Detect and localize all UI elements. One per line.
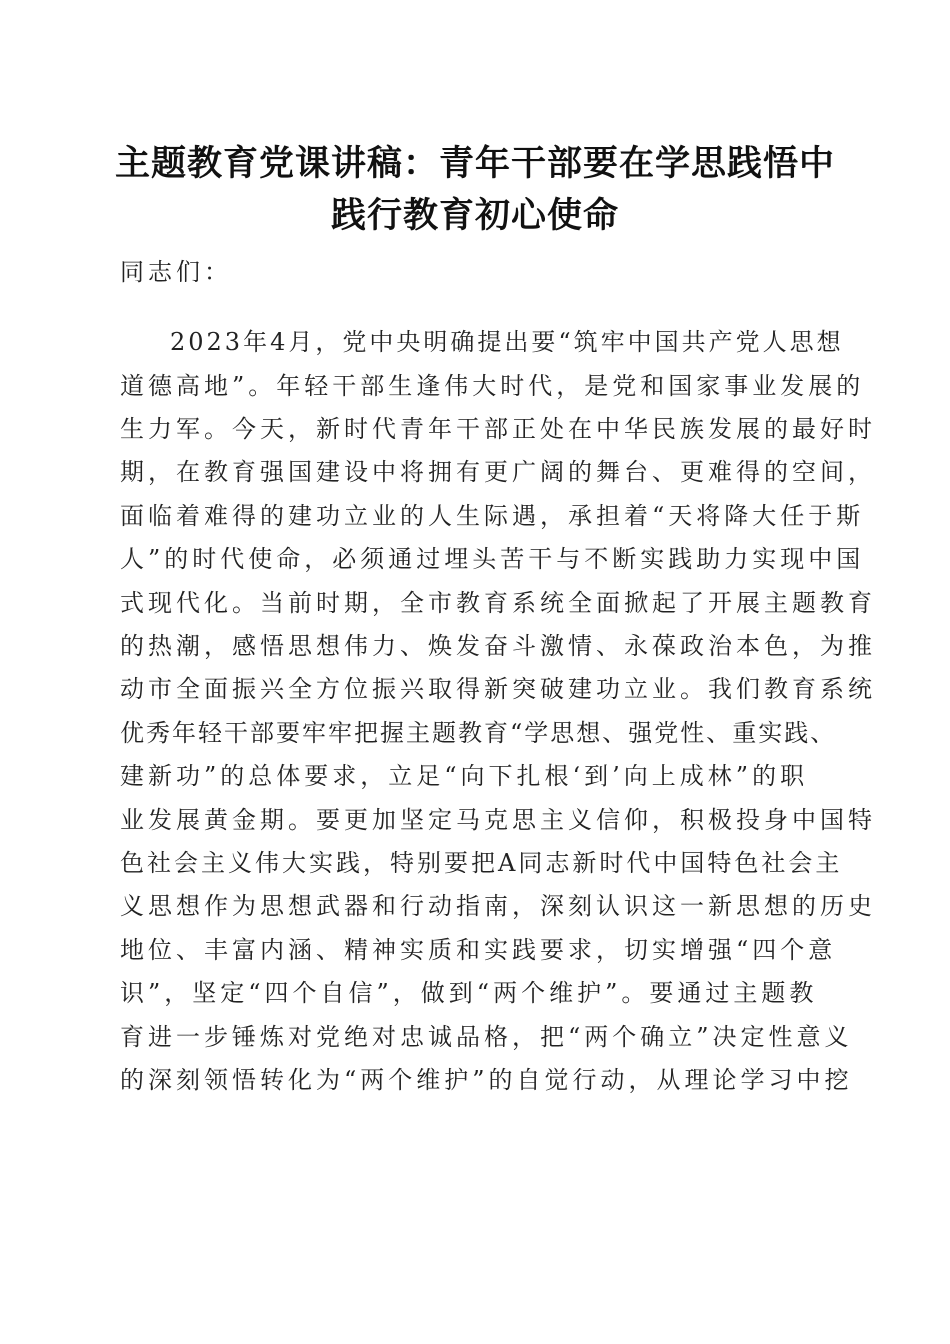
document-title-line-1: 主题教育党课讲稿：青年干部要在学思践悟中 bbox=[114, 144, 835, 184]
paragraph-line: 道德高地”。年轻干部生逢伟大时代，是党和国家事业发展的 bbox=[120, 372, 865, 400]
paragraph-line: 的热潮，感悟思想伟力、焕发奋斗激情、永葆政治本色，为推 bbox=[120, 632, 876, 660]
paragraph-line: 建新功”的总体要求，立足“向下扎根‘到’向上成林”的职 bbox=[120, 762, 809, 790]
salutation: 同志们： bbox=[120, 258, 232, 286]
paragraph-line: 期，在教育强国建设中将拥有更广阔的舞台、更难得的空间， bbox=[120, 458, 876, 486]
paragraph-line: 义思想作为思想武器和行动指南，深刻认识这一新思想的历史 bbox=[120, 892, 876, 920]
paragraph-line: 2023年4月，党中央明确提出要“筑牢中国共产党人思想 bbox=[170, 328, 844, 356]
paragraph-line: 动市全面振兴全方位振兴取得新突破建功立业。我们教育系统 bbox=[120, 675, 876, 703]
paragraph-line: 地位、丰富内涵、精神实质和实践要求，切实增强“四个意 bbox=[120, 936, 837, 964]
paragraph-line: 识”，坚定“四个自信”，做到“两个维护”。要通过主题教 bbox=[120, 979, 818, 1007]
document-title-line-2: 践行教育初心使命 bbox=[330, 196, 619, 236]
paragraph-line: 业发展黄金期。要更加坚定马克思主义信仰，积极投身中国特 bbox=[120, 806, 876, 834]
paragraph-line: 生力军。今天，新时代青年干部正处在中华民族发展的最好时 bbox=[120, 415, 876, 443]
paragraph-line: 人”的时代使命，必须通过埋头苦干与不断实践助力实现中国 bbox=[120, 545, 865, 573]
paragraph-line: 色社会主义伟大实践，特别要把A同志新时代中国特色社会主 bbox=[120, 849, 843, 877]
paragraph-line: 的深刻领悟转化为“两个维护”的自觉行动，从理论学习中挖 bbox=[120, 1066, 853, 1094]
paragraph-line: 育进一步锤炼对党绝对忠诚品格，把“两个确立”决定性意义 bbox=[120, 1023, 853, 1051]
paragraph-line: 优秀年轻干部要牢牢把握主题教育“学思想、强党性、重实践、 bbox=[120, 719, 837, 747]
paragraph-line: 面临着难得的建功立业的人生际遇，承担着“天将降大任于斯 bbox=[120, 502, 865, 530]
paragraph-line: 式现代化。当前时期，全市教育系统全面掀起了开展主题教育 bbox=[120, 589, 876, 617]
